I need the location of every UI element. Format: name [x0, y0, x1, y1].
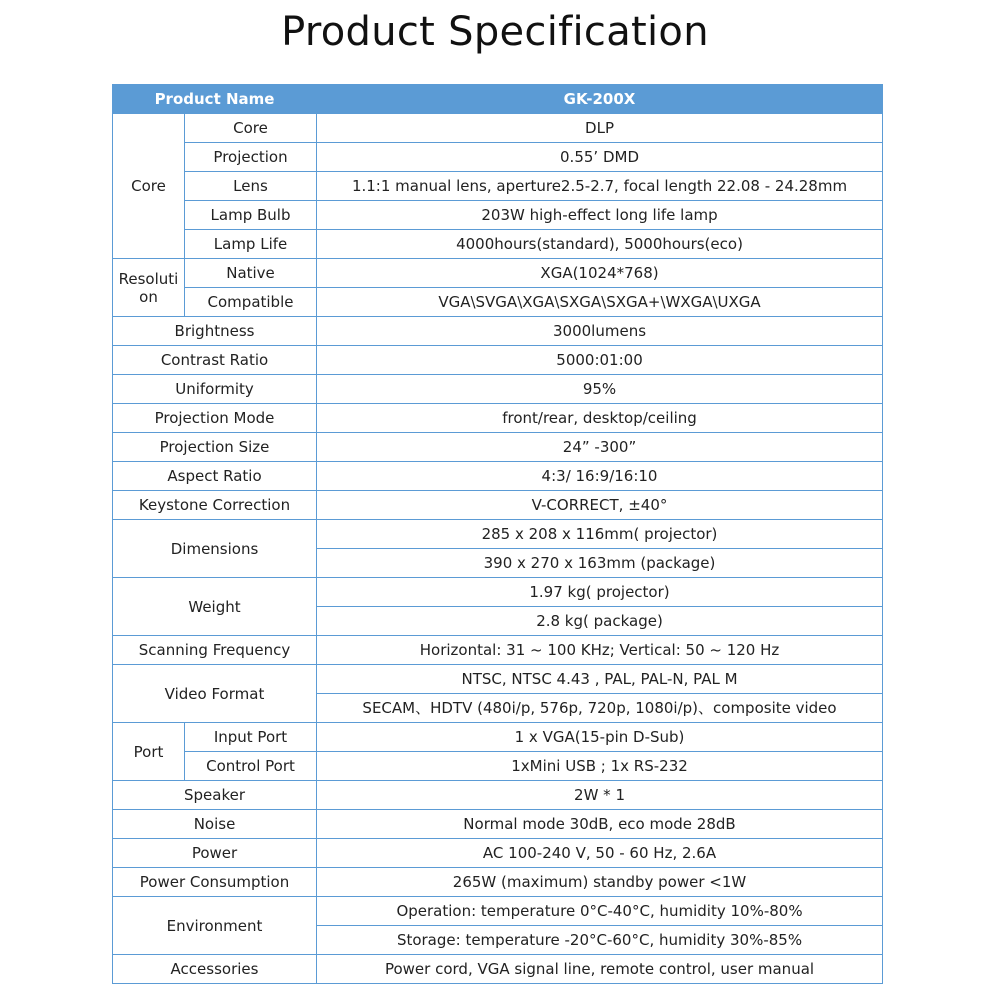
table-row [113, 288, 883, 317]
row-value: Horizontal: 31 ~ 100 KHz; Vertical: 50 ~ 120 Hz [317, 636, 883, 665]
table-row [113, 346, 883, 375]
row-label: Scanning Frequency [113, 636, 317, 665]
row-label: Keystone Correction [113, 491, 317, 520]
row-value: 1 x VGA(15-pin D-Sub) [317, 723, 883, 752]
table-row [113, 201, 883, 230]
row-label: Environment [113, 897, 317, 955]
row-value: 95% [317, 375, 883, 404]
table-row [113, 114, 883, 143]
row-label: Dimensions [113, 520, 317, 578]
row-label: Input Port [185, 723, 317, 752]
row-label: Accessories [113, 955, 317, 984]
table-row [113, 172, 883, 201]
table-row [113, 781, 883, 810]
row-value: 1.97 kg( projector) [317, 578, 883, 607]
row-label: Lamp Life [185, 230, 317, 259]
row-label: Core [185, 114, 317, 143]
group-port: Port [113, 723, 185, 781]
row-label: Lamp Bulb [185, 201, 317, 230]
spec-table [112, 84, 883, 984]
row-label: Uniformity [113, 375, 317, 404]
row-value: 5000:01:00 [317, 346, 883, 375]
row-label: Noise [113, 810, 317, 839]
row-value: Normal mode 30dB, eco mode 28dB [317, 810, 883, 839]
table-row [113, 897, 883, 926]
row-value: Storage: temperature -20°C-60°C, humidity 30%-85% [317, 926, 883, 955]
table-row [113, 259, 883, 288]
row-label: Weight [113, 578, 317, 636]
table-row [113, 752, 883, 781]
row-value: 265W (maximum) standby power <1W [317, 868, 883, 897]
page-title: Product Specification [281, 9, 709, 55]
row-value: 24” -300” [317, 433, 883, 462]
row-label: Compatible [185, 288, 317, 317]
row-value: SECAM、HDTV (480i/p, 576p, 720p, 1080i/p)、composite video [317, 694, 883, 723]
row-value: 2.8 kg( package) [317, 607, 883, 636]
table-row [113, 433, 883, 462]
row-value: Operation: temperature 0°C-40°C, humidity 10%-80% [317, 897, 883, 926]
table-row [113, 868, 883, 897]
table-row [113, 636, 883, 665]
row-value: VGA\SVGA\XGA\SXGA\SXGA+\WXGA\UXGA [317, 288, 883, 317]
row-value: V-CORRECT, ±40° [317, 491, 883, 520]
row-value: 1xMini USB ; 1x RS-232 [317, 752, 883, 781]
header-label: Product Name [113, 85, 317, 114]
row-value: 285 x 208 x 116mm( projector) [317, 520, 883, 549]
row-label: Projection Mode [113, 404, 317, 433]
table-row [113, 665, 883, 694]
table-row [113, 578, 883, 607]
row-value: 0.55’ DMD [317, 143, 883, 172]
row-label: Lens [185, 172, 317, 201]
table-row [113, 230, 883, 259]
table-row [113, 839, 883, 868]
row-value: XGA(1024*768) [317, 259, 883, 288]
group-resolution: Resolution [113, 259, 185, 317]
row-label: Power [113, 839, 317, 868]
header-value: GK-200X [317, 85, 883, 114]
table-header-row [113, 85, 883, 114]
table-row [113, 404, 883, 433]
row-value: 3000lumens [317, 317, 883, 346]
row-value: 203W high-effect long life lamp [317, 201, 883, 230]
row-value: front/rear, desktop/ceiling [317, 404, 883, 433]
table-row [113, 462, 883, 491]
row-label: Video Format [113, 665, 317, 723]
table-row [113, 143, 883, 172]
row-value: 1.1:1 manual lens, aperture2.5-2.7, focal length 22.08 - 24.28mm [317, 172, 883, 201]
row-label: Control Port [185, 752, 317, 781]
row-value: DLP [317, 114, 883, 143]
row-value: AC 100-240 V, 50 - 60 Hz, 2.6A [317, 839, 883, 868]
table-row [113, 375, 883, 404]
table-row [113, 723, 883, 752]
row-value: 390 x 270 x 163mm (package) [317, 549, 883, 578]
row-label: Contrast Ratio [113, 346, 317, 375]
row-label: Power Consumption [113, 868, 317, 897]
table-row [113, 491, 883, 520]
group-core: Core [113, 114, 185, 259]
row-label: Speaker [113, 781, 317, 810]
row-value: 4:3/ 16:9/16:10 [317, 462, 883, 491]
table-row [113, 810, 883, 839]
row-label: Native [185, 259, 317, 288]
table-row [113, 955, 883, 984]
row-value: NTSC, NTSC 4.43 , PAL, PAL-N, PAL M [317, 665, 883, 694]
row-value: 2W * 1 [317, 781, 883, 810]
row-label: Aspect Ratio [113, 462, 317, 491]
table-row [113, 317, 883, 346]
row-label: Brightness [113, 317, 317, 346]
row-value: Power cord, VGA signal line, remote control, user manual [317, 955, 883, 984]
row-label: Projection Size [113, 433, 317, 462]
row-label: Projection [185, 143, 317, 172]
row-value: 4000hours(standard), 5000hours(eco) [317, 230, 883, 259]
table-row [113, 520, 883, 549]
